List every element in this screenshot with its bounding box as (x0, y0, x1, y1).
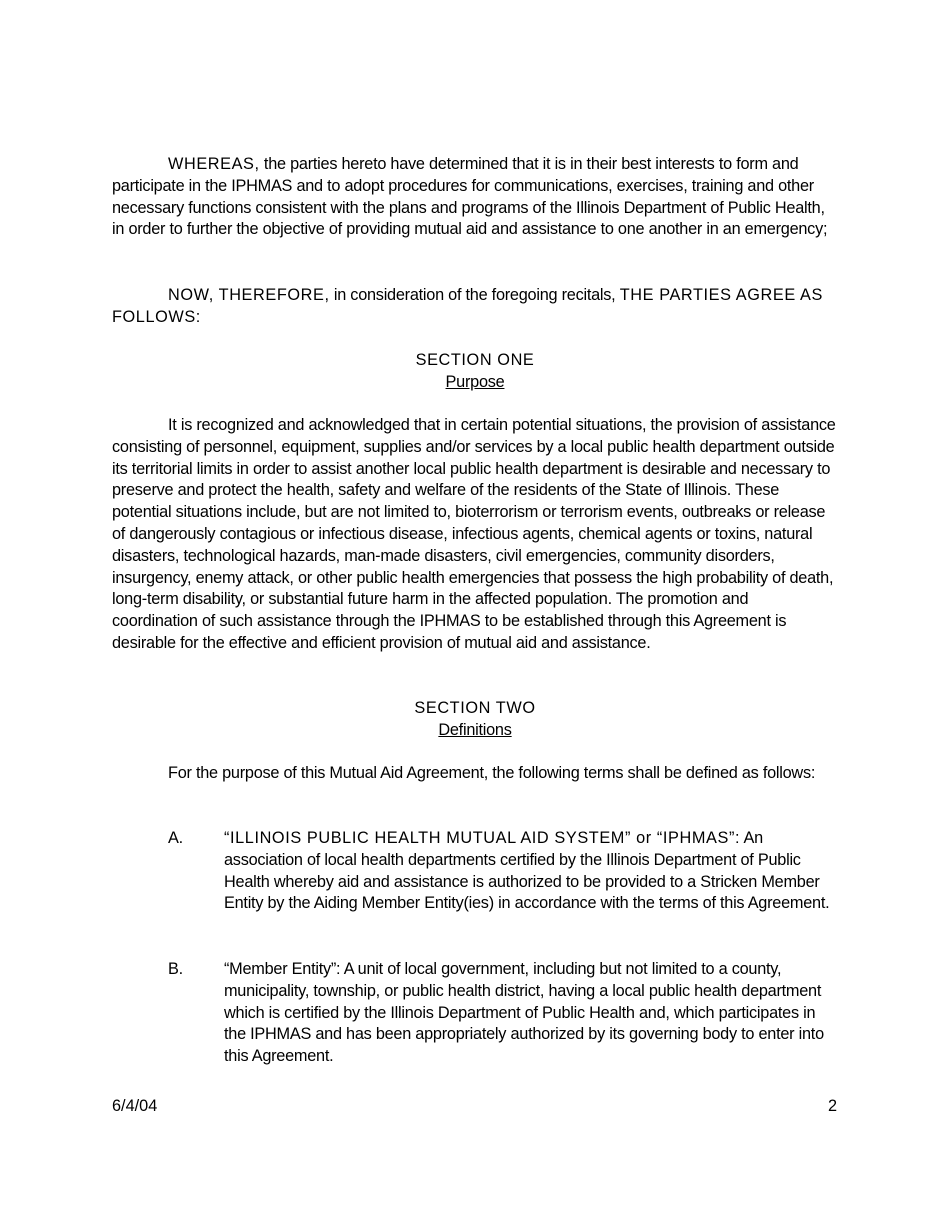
now-therefore-tail: THE PARTIES AGREE AS FOLLOWS: (112, 286, 823, 326)
section-one-subheading: Purpose (445, 372, 505, 391)
definition-text: A unit of local government, including but not limited to a county, municipality, township, or public health district, having a local public health department which is certified by the Illinois Department of Public Health and, which participates in the IPHMAS and has been appropriately authorized by its governing body to enter into this Agreement. (224, 960, 824, 1066)
footer-date: 6/4/04 (112, 1097, 158, 1115)
definition-letter: A. (168, 829, 183, 847)
section-one-paragraph: It is recognized and acknowledged that in certain potential situations, the provision of assistance consisting of personnel, equipment, supplies and/or services by a local public health department outside its territorial limits in order to assist another local public health department is desirable and necessary to preserve and protect the health, safety and welfare of the residents of the State of Illinois. These potential situations include, but are not limited to, bioterrorism or terrorism events, outbreaks or release of dangerously contagious or infectious disease, infectious agents, chemical agents or toxins, natural disasters, technological hazards, man-made disasters, civil emergencies, community disorders, insurgency, enemy attack, or other public health emergencies that possess the high probability of death, long-term disability, or substantial future harm in the affected population. The promotion and coordination of such assistance through the IPHMAS to be established through this Agreement is desirable for the effective and efficient provision of mutual aid and assistance. (112, 416, 836, 652)
section-two-heading: SECTION TWO (414, 699, 536, 717)
definition-item (168, 959, 840, 1068)
section-two-intro: For the purpose of this Mutual Aid Agreement, the following terms shall be defined as follows: (168, 764, 816, 782)
footer-page-number: 2 (828, 1097, 838, 1115)
now-therefore-text: in consideration of the foregoing recitals, (329, 286, 620, 304)
now-therefore-lead: NOW, THEREFORE, (168, 286, 330, 304)
definition-term: “ILLINOIS PUBLIC HEALTH MUTUAL AID SYSTEM” or “IPHMAS”: (224, 829, 741, 847)
definition-term: “Member Entity”: (224, 960, 341, 978)
definition-item (168, 828, 840, 915)
section-one-header (112, 350, 838, 394)
whereas-text: the parties hereto have determined that it is in their best interests to form and participate in the IPHMAS and to adopt procedures for communications, exercises, training and other necessary functions consistent with the plans and programs of the Illinois Department of Public Health, in order to further the objective of providing mutual aid and assistance to one another in an emergency; (112, 155, 828, 239)
section-one-heading: SECTION ONE (415, 351, 535, 369)
section-two-subheading: Definitions (438, 720, 512, 739)
definition-letter: B. (168, 960, 183, 978)
section-two-header (112, 698, 838, 742)
whereas-paragraph (112, 154, 838, 241)
definition-text: An association of local health departments certified by the Illinois Department of Public Health whereby aid and assistance is authorized to be provided to a Stricken Member Entity by the Aiding Member Entity(ies) in accordance with the terms of this Agreement. (224, 829, 830, 913)
now-therefore-paragraph (112, 285, 838, 329)
whereas-lead: WHEREAS, (168, 155, 260, 173)
